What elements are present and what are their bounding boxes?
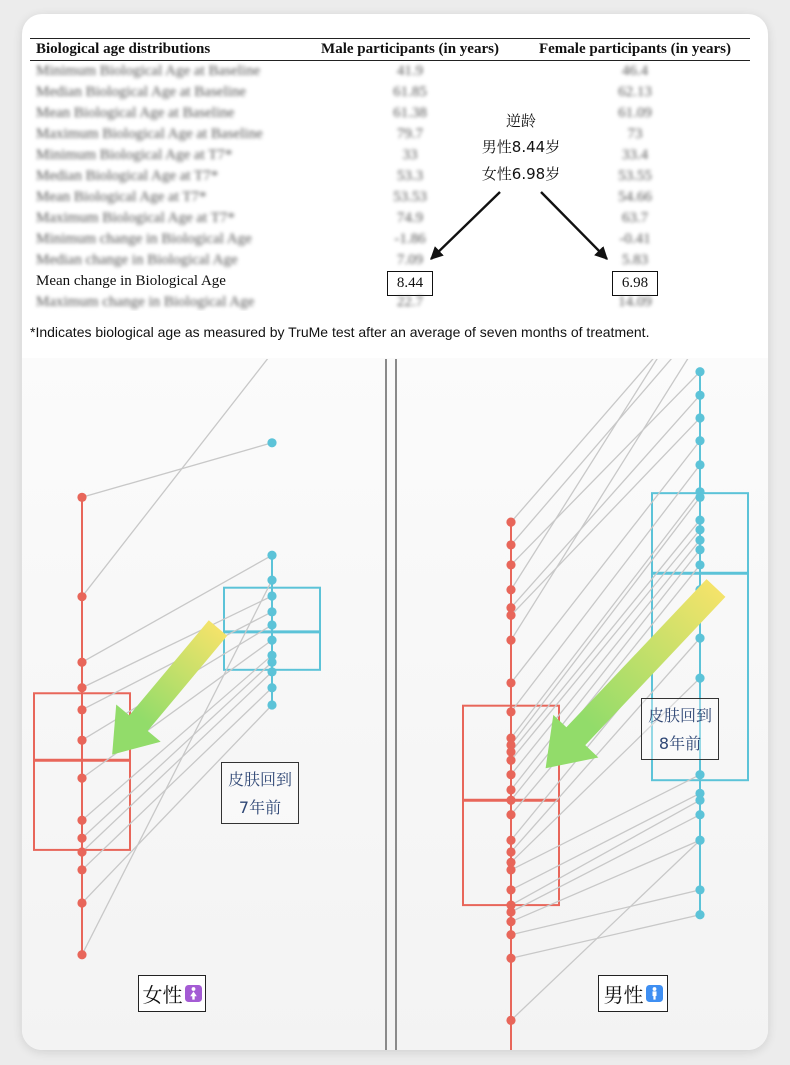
pair-line	[511, 326, 700, 545]
panel-label-text: 男性	[603, 983, 644, 1007]
male-value: 41.9	[396, 63, 424, 79]
female-value: 53.55	[618, 168, 652, 184]
red-point	[77, 736, 86, 745]
male-value: 53.53	[393, 189, 427, 205]
row-label: Maximum Biological Age at Baseline	[36, 126, 263, 142]
blue-point	[267, 620, 276, 629]
panel-label-male	[598, 975, 668, 1012]
red-point	[506, 796, 515, 805]
male-value: 33	[402, 147, 418, 163]
red-point	[506, 1016, 515, 1025]
pair-line	[511, 915, 700, 958]
red-point	[506, 770, 515, 779]
male-value: 61.38	[393, 105, 427, 121]
blue-point	[695, 493, 704, 502]
red-point	[77, 774, 86, 783]
blue-point	[267, 658, 276, 667]
male-sign-icon	[646, 985, 663, 1002]
blue-point	[695, 300, 704, 309]
blue-point	[695, 367, 704, 376]
annotation-title: 逆龄	[505, 112, 536, 130]
blue-point	[695, 321, 704, 330]
skin-note-line2: 8年前	[658, 734, 702, 753]
blue-point	[267, 576, 276, 585]
blue-point	[267, 591, 276, 600]
blue-point	[695, 836, 704, 845]
blue-point	[695, 460, 704, 469]
panel-label-female	[138, 975, 206, 1012]
blue-point	[267, 667, 276, 676]
skin-note-female	[221, 762, 299, 824]
female-value: 33.4	[621, 147, 649, 163]
red-point	[77, 705, 86, 714]
skin-note-line1: 皮肤回到	[647, 706, 712, 725]
skin-note-male	[641, 698, 719, 760]
header-distributions: Biological age distributions	[36, 41, 211, 57]
blue-point	[267, 636, 276, 645]
female-value: 62.13	[618, 84, 652, 100]
red-point	[506, 917, 515, 926]
blue-point	[267, 700, 276, 709]
red-point	[77, 950, 86, 959]
red-point	[77, 658, 86, 667]
blue-point	[695, 515, 704, 524]
red-point	[506, 585, 515, 594]
red-point	[506, 707, 515, 716]
blue-point	[267, 551, 276, 560]
red-point	[506, 907, 515, 916]
row-label: Mean change in Biological Age	[36, 273, 226, 289]
red-point	[77, 683, 86, 692]
row-label: Mean Biological Age at Baseline	[36, 105, 235, 121]
blue-point	[695, 885, 704, 894]
blue-point	[695, 810, 704, 819]
red-point	[506, 678, 515, 687]
row-label: Maximum Biological Age at T7*	[36, 210, 235, 226]
blue-point	[695, 910, 704, 919]
red-point	[77, 834, 86, 843]
female-value: 5.83	[621, 252, 649, 268]
row-label: Mean Biological Age at T7*	[36, 189, 207, 205]
pair-line	[511, 291, 700, 590]
pair-line	[82, 443, 272, 498]
blue-point	[695, 436, 704, 445]
red-point	[77, 847, 86, 856]
red-point	[77, 865, 86, 874]
red-point	[77, 816, 86, 825]
red-point	[506, 885, 515, 894]
male-value: 53.3	[396, 168, 424, 184]
blue-point	[695, 413, 704, 422]
blue-point	[695, 770, 704, 779]
pair-line	[82, 555, 272, 662]
red-point	[506, 636, 515, 645]
male-value: 74.9	[396, 210, 424, 226]
blue-point	[267, 438, 276, 447]
male-value: 7.09	[396, 252, 424, 268]
blue-point	[695, 673, 704, 682]
pair-line	[511, 565, 700, 800]
panel-label-text: 女性	[142, 983, 183, 1007]
red-point	[77, 493, 86, 502]
row-label: Median Biological Age at Baseline	[36, 84, 246, 100]
blue-point	[695, 535, 704, 544]
pointer-arrow-female	[541, 192, 607, 259]
pair-line	[511, 793, 700, 890]
row-label: Maximum change in Biological Age	[36, 294, 255, 310]
header-male: Male participants (in years)	[321, 41, 499, 57]
red-point	[77, 592, 86, 601]
annotation-male: 男性8.44岁	[481, 138, 561, 156]
footnote: *Indicates biological age as measured by TruMe test after an average of seven months of treatment.	[30, 324, 650, 340]
pointer-arrow-male	[431, 192, 500, 259]
male-value: 61.85	[393, 84, 427, 100]
blue-point	[267, 683, 276, 692]
pair-line	[511, 890, 700, 935]
red-point	[77, 898, 86, 907]
female-value: 73	[627, 126, 643, 142]
pair-line	[511, 372, 700, 565]
blue-point	[267, 607, 276, 616]
red-point	[506, 865, 515, 874]
red-point	[506, 930, 515, 939]
red-point	[506, 560, 515, 569]
male-value: 79.7	[396, 126, 424, 142]
blue-point	[267, 349, 276, 358]
red-point	[506, 785, 515, 794]
blue-point	[695, 796, 704, 805]
blue-point	[695, 525, 704, 534]
blue-point	[695, 335, 704, 344]
red-point	[506, 847, 515, 856]
blue-point	[695, 391, 704, 400]
blue-point	[695, 286, 704, 295]
skin-note-line1: 皮肤回到	[227, 770, 292, 789]
red-point	[506, 747, 515, 756]
red-point	[506, 810, 515, 819]
row-label: Median Biological Age at T7*	[36, 168, 219, 184]
red-point	[506, 611, 515, 620]
male-value: -1.86	[394, 231, 426, 247]
header-female: Female participants (in years)	[538, 41, 732, 57]
row-label: Minimum Biological Age at T7*	[36, 147, 233, 163]
row-label: Minimum Biological Age at Baseline	[36, 63, 261, 79]
blue-point	[695, 545, 704, 554]
row-label: Median change in Biological Age	[36, 252, 238, 268]
male-mean-change-value: 8.44	[387, 271, 433, 296]
red-point	[506, 518, 515, 527]
pair-line	[82, 353, 272, 597]
annotation-female: 女性6.98岁	[481, 165, 561, 183]
female-sign-icon	[185, 985, 202, 1002]
female-value: 63.7	[621, 210, 649, 226]
pair-line	[511, 775, 700, 870]
blue-point	[695, 560, 704, 569]
female-value: 46.4	[621, 63, 649, 79]
female-value: 14.09	[618, 294, 652, 310]
pair-line	[511, 815, 700, 912]
red-point	[506, 836, 515, 845]
male-value: 22.7	[396, 294, 424, 310]
row-label: Minimum change in Biological Age	[36, 231, 252, 247]
red-point	[506, 954, 515, 963]
female-value: -0.41	[619, 231, 651, 247]
female-value: 54.66	[618, 189, 652, 205]
red-point	[506, 540, 515, 549]
skin-note-line2: 7年前	[238, 798, 282, 817]
female-mean-change-value: 6.98	[612, 271, 658, 296]
blue-point	[695, 633, 704, 642]
red-point	[506, 756, 515, 765]
female-value: 61.09	[618, 105, 652, 121]
